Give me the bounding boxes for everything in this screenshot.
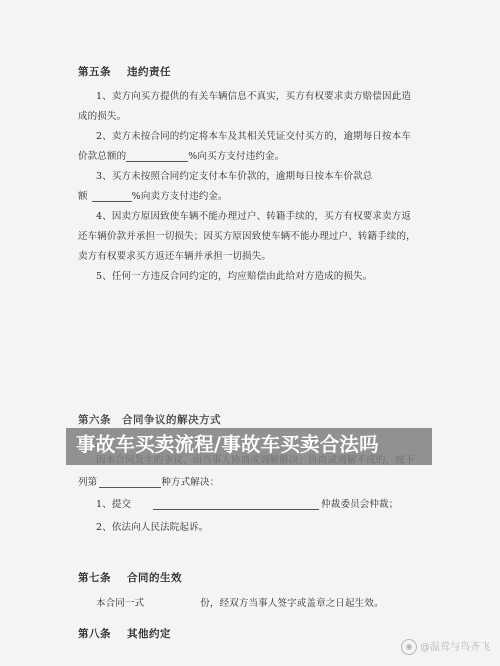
- article7-text: [96, 595, 384, 609]
- article7-number: 第七条: [78, 572, 111, 584]
- article5-item2-line1: 2、卖方未按合同的约定将本车及其相关凭证交付买方的，逾期每日按本车: [96, 131, 411, 142]
- article5-item3-text-b: %向卖方支付违约金。: [131, 191, 228, 202]
- article5-item3-text-a: 额: [78, 191, 88, 202]
- weibo-icon: ◉: [401, 639, 417, 655]
- article6-heading: 第六条 合同争议的解决方式: [78, 414, 221, 426]
- article7-text-a: 本合同一式: [96, 598, 145, 609]
- banner-title: 事故车买卖流程/事故车买卖合法吗: [76, 433, 379, 456]
- article5-title: 违约责任: [127, 66, 171, 78]
- watermark-text: @温莺与鸟齐飞: [420, 642, 490, 653]
- dispute-method-blank: [99, 477, 161, 488]
- article8-title: 其他约定: [127, 628, 171, 640]
- article7-title: 合同的生效: [127, 572, 182, 584]
- article6-option2: 2、依法向人民法院起诉。: [96, 522, 209, 533]
- article5-item2-text-a: 价款总额的: [78, 151, 127, 162]
- article5-number: 第五条: [78, 66, 111, 78]
- article5-item2-text-b: %向买方支付违约金。: [188, 151, 285, 162]
- article5-heading: [78, 64, 171, 79]
- article6-line2: [78, 474, 219, 488]
- article6-line2-a: 列第: [78, 477, 98, 488]
- article5-item4-line2: 还车辆价款并承担一切损失；因买方原因致使车辆不能办理过户、转籍手续的，: [78, 231, 416, 242]
- article5-item3-line1: 3、买方未按照合同约定支付本车价款的，逾期每日按本车价款总: [96, 171, 373, 182]
- article5-item1-line2: 成的损失。: [78, 111, 127, 122]
- arbitration-committee-blank: [153, 499, 319, 510]
- watermark: [401, 638, 490, 655]
- article7-text-b: 份，经双方当事人签字或盖章之日起生效。: [200, 598, 384, 609]
- article8-heading: [78, 626, 171, 641]
- article6-option1-a: 1、提交: [96, 499, 132, 510]
- article8-number: 第八条: [78, 628, 111, 640]
- copies-blank: [144, 598, 194, 609]
- article6-option1: [96, 496, 398, 510]
- penalty-rate-blank-buyer: [92, 191, 132, 202]
- article6-line2-b: 种方式解决：: [161, 477, 220, 488]
- article6-option1-b: 仲裁委员会仲裁；: [321, 499, 399, 510]
- article7-heading: [78, 570, 182, 585]
- article5-item1-line1: 1、卖方向买方提供的有关车辆信息不真实，买方有权要求卖方赔偿因此造: [96, 91, 411, 102]
- article5-item4-line3: 卖方有权要求买方返还车辆并承担一切损失。: [78, 251, 272, 262]
- article5-item3-line2: [78, 188, 228, 202]
- penalty-rate-blank-seller: [126, 151, 188, 162]
- article5-item4-line1: 4、因卖方原因致使车辆不能办理过户、转籍手续的，买方有权要求卖方返: [96, 211, 411, 222]
- article5-item5: 5、任何一方违反合同约定的，均应赔偿由此给对方造成的损失。: [96, 271, 373, 282]
- article5-item2-line2: [78, 148, 284, 162]
